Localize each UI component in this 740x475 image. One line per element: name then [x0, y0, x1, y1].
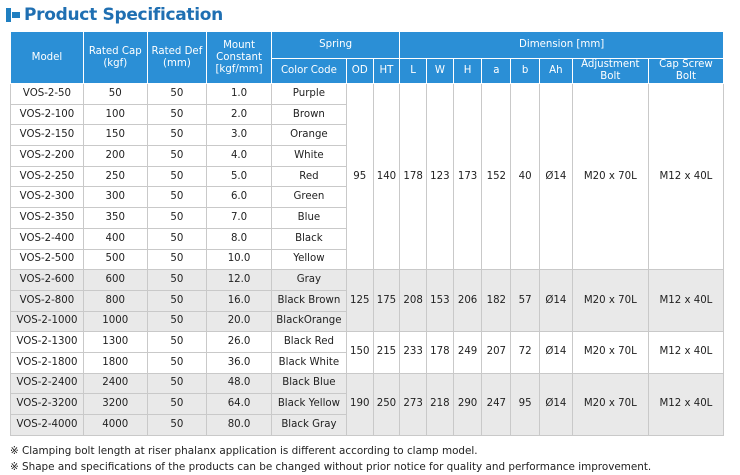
col-header-color-code: Color Code [271, 59, 346, 84]
cell-ht: 175 [373, 270, 400, 332]
footnote: ※ Shape and specifications of the products can be changed without prior notice for quality and performance improvement. [10, 461, 652, 473]
cell-cap-screw-bolt: M12 x 40L [648, 84, 723, 270]
cell-a: 247 [482, 373, 511, 435]
cell-rated-def: 50 [147, 373, 207, 394]
cell-rated-cap: 600 [83, 270, 147, 291]
cell-rated-cap: 1300 [83, 332, 147, 353]
cell-a: 182 [482, 270, 511, 332]
cell-adjustment-bolt: M20 x 70L [572, 332, 648, 373]
col-header-model: Model [11, 32, 84, 84]
col-header-mount-constant: Mount Constant [kgf/mm] [207, 32, 272, 84]
footnotes [10, 443, 651, 475]
col-header-a: a [482, 59, 511, 84]
cell-color-code: BlackOrange [271, 311, 346, 332]
cell-adjustment-bolt: M20 x 70L [572, 373, 648, 435]
col-header-rated-cap: Rated Cap (kgf) [83, 32, 147, 84]
cell-a: 152 [482, 84, 511, 270]
cell-b: 72 [511, 332, 540, 373]
cell-ah: Ø14 [539, 373, 572, 435]
cell-h: 249 [453, 332, 482, 373]
cell-color-code: Brown [271, 104, 346, 125]
col-header-ht: HT [373, 59, 400, 84]
cell-b: 95 [511, 373, 540, 435]
cell-color-code: Black Gray [271, 415, 346, 436]
cell-ht: 140 [373, 84, 400, 270]
cell-ah: Ø14 [539, 332, 572, 373]
cell-model: VOS-2-1300 [11, 332, 84, 353]
cell-rated-cap: 200 [83, 146, 147, 167]
cell-rated-cap: 1800 [83, 352, 147, 373]
col-header-ah: Ah [539, 59, 572, 84]
cell-color-code: Green [271, 187, 346, 208]
cell-color-code: Black Blue [271, 373, 346, 394]
cell-od: 95 [346, 84, 373, 270]
page-title: Product Specification [24, 5, 223, 25]
col-header-cap-screw-bolt: Cap Screw Bolt [648, 59, 723, 84]
cell-mount-constant: 7.0 [207, 208, 272, 229]
cell-w: 178 [427, 332, 454, 373]
cell-mount-constant: 10.0 [207, 249, 272, 270]
cell-mount-constant: 20.0 [207, 311, 272, 332]
cell-rated-cap: 800 [83, 290, 147, 311]
cell-rated-def: 50 [147, 228, 207, 249]
cell-rated-def: 50 [147, 332, 207, 353]
cell-rated-def: 50 [147, 146, 207, 167]
cell-mount-constant: 5.0 [207, 166, 272, 187]
cell-model: VOS-2-350 [11, 208, 84, 229]
cell-ah: Ø14 [539, 84, 572, 270]
col-header-l: L [400, 59, 427, 84]
cell-h: 290 [453, 373, 482, 435]
cell-rated-def: 50 [147, 352, 207, 373]
cell-w: 218 [427, 373, 454, 435]
cell-ah: Ø14 [539, 270, 572, 332]
cell-rated-cap: 300 [83, 187, 147, 208]
cell-model: VOS-2-300 [11, 187, 84, 208]
cell-mount-constant: 16.0 [207, 290, 272, 311]
cell-rated-def: 50 [147, 125, 207, 146]
cell-rated-def: 50 [147, 270, 207, 291]
cell-color-code: Black Yellow [271, 394, 346, 415]
bullet-icon [6, 8, 20, 22]
cell-color-code: Purple [271, 84, 346, 105]
cell-rated-cap: 1000 [83, 311, 147, 332]
cell-rated-def: 50 [147, 84, 207, 105]
cell-ht: 215 [373, 332, 400, 373]
cell-model: VOS-2-600 [11, 270, 84, 291]
cell-mount-constant: 1.0 [207, 84, 272, 105]
cell-model: VOS-2-1000 [11, 311, 84, 332]
col-header-spring: Spring [271, 32, 399, 59]
cell-color-code: Black [271, 228, 346, 249]
cell-color-code: Blue [271, 208, 346, 229]
cell-rated-cap: 4000 [83, 415, 147, 436]
spec-table-container [10, 31, 724, 436]
cell-rated-def: 50 [147, 290, 207, 311]
cell-model: VOS-2-100 [11, 104, 84, 125]
cell-rated-def: 50 [147, 394, 207, 415]
col-header-dimension: Dimension [mm] [400, 32, 724, 59]
cell-color-code: Black Red [271, 332, 346, 353]
cell-rated-def: 50 [147, 208, 207, 229]
cell-rated-def: 50 [147, 249, 207, 270]
cell-mount-constant: 26.0 [207, 332, 272, 353]
cell-mount-constant: 8.0 [207, 228, 272, 249]
section-title [6, 4, 223, 26]
cell-model: VOS-2-2400 [11, 373, 84, 394]
cell-rated-def: 50 [147, 104, 207, 125]
cell-model: VOS-2-800 [11, 290, 84, 311]
cell-rated-def: 50 [147, 166, 207, 187]
cell-rated-def: 50 [147, 187, 207, 208]
col-header-h: H [453, 59, 482, 84]
cell-od: 190 [346, 373, 373, 435]
cell-rated-cap: 100 [83, 104, 147, 125]
spec-table [10, 31, 724, 436]
cell-adjustment-bolt: M20 x 70L [572, 270, 648, 332]
cell-color-code: Red [271, 166, 346, 187]
table-row [11, 84, 724, 105]
col-header-od: OD [346, 59, 373, 84]
cell-model: VOS-2-1800 [11, 352, 84, 373]
cell-l: 233 [400, 332, 427, 373]
cell-rated-cap: 400 [83, 228, 147, 249]
cell-l: 208 [400, 270, 427, 332]
cell-adjustment-bolt: M20 x 70L [572, 84, 648, 270]
cell-color-code: Yellow [271, 249, 346, 270]
cell-color-code: Black White [271, 352, 346, 373]
cell-model: VOS-2-400 [11, 228, 84, 249]
cell-model: VOS-2-250 [11, 166, 84, 187]
cell-rated-def: 50 [147, 311, 207, 332]
cell-w: 123 [427, 84, 454, 270]
cell-od: 125 [346, 270, 373, 332]
cell-mount-constant: 12.0 [207, 270, 272, 291]
cell-model: VOS-2-50 [11, 84, 84, 105]
cell-model: VOS-2-3200 [11, 394, 84, 415]
cell-color-code: Gray [271, 270, 346, 291]
cell-color-code: Black Brown [271, 290, 346, 311]
table-row [11, 332, 724, 353]
cell-rated-cap: 150 [83, 125, 147, 146]
cell-mount-constant: 4.0 [207, 146, 272, 167]
table-row [11, 373, 724, 394]
cell-model: VOS-2-150 [11, 125, 84, 146]
cell-ht: 250 [373, 373, 400, 435]
cell-l: 178 [400, 84, 427, 270]
cell-rated-cap: 50 [83, 84, 147, 105]
cell-color-code: Orange [271, 125, 346, 146]
table-row [11, 270, 724, 291]
cell-w: 153 [427, 270, 454, 332]
cell-rated-cap: 350 [83, 208, 147, 229]
cell-h: 206 [453, 270, 482, 332]
cell-cap-screw-bolt: M12 x 40L [648, 373, 723, 435]
cell-mount-constant: 2.0 [207, 104, 272, 125]
cell-cap-screw-bolt: M12 x 40L [648, 270, 723, 332]
spec-table-body [11, 84, 724, 436]
cell-mount-constant: 6.0 [207, 187, 272, 208]
cell-mount-constant: 3.0 [207, 125, 272, 146]
cell-b: 57 [511, 270, 540, 332]
cell-l: 273 [400, 373, 427, 435]
cell-rated-def: 50 [147, 415, 207, 436]
cell-h: 173 [453, 84, 482, 270]
col-header-b: b [511, 59, 540, 84]
cell-rated-cap: 250 [83, 166, 147, 187]
cell-a: 207 [482, 332, 511, 373]
cell-mount-constant: 36.0 [207, 352, 272, 373]
col-header-adjustment-bolt: Adjustment Bolt [572, 59, 648, 84]
cell-od: 150 [346, 332, 373, 373]
cell-color-code: White [271, 146, 346, 167]
cell-rated-cap: 2400 [83, 373, 147, 394]
cell-cap-screw-bolt: M12 x 40L [648, 332, 723, 373]
col-header-rated-def: Rated Def (mm) [147, 32, 207, 84]
cell-mount-constant: 48.0 [207, 373, 272, 394]
cell-model: VOS-2-4000 [11, 415, 84, 436]
col-header-w: W [427, 59, 454, 84]
cell-model: VOS-2-500 [11, 249, 84, 270]
cell-rated-cap: 3200 [83, 394, 147, 415]
footnote: ※ Clamping bolt length at riser phalanx application is different according to clamp model. [10, 445, 478, 457]
cell-mount-constant: 80.0 [207, 415, 272, 436]
cell-rated-cap: 500 [83, 249, 147, 270]
cell-mount-constant: 64.0 [207, 394, 272, 415]
cell-b: 40 [511, 84, 540, 270]
cell-model: VOS-2-200 [11, 146, 84, 167]
